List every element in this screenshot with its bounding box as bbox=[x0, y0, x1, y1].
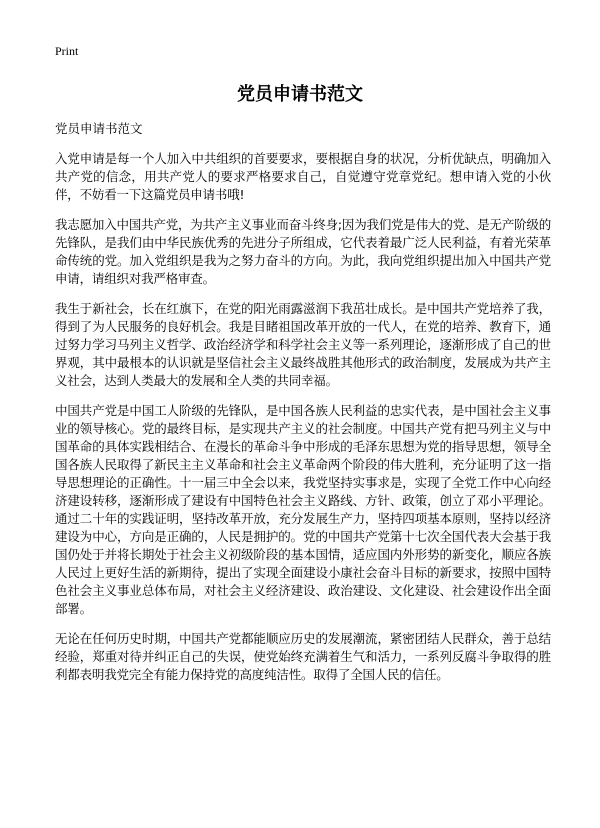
paragraph-2: 我生于新社会，长在红旗下，在党的阳光雨露滋润下我茁壮成长。是中国共产党培养了我，得到了为人民服务的良好机会。我是目睹祖国改革开放的一代人，在党的培养、教育下，通过努力学习马列主义哲学、政治经济学和科学社会主义等一系列理论，逐渐形成了自己的世界观，其中最根本的认识就是坚信社会主义最终战胜其他形式的政治制度，发展成为共产主义社会，达到人类最大的发展和全人类的共同幸福。 bbox=[55, 301, 551, 388]
paragraph-1: 我志愿加入中国共产党，为共产主义事业而奋斗终身;因为我们党是伟大的党、是无产阶级的先锋队，是我们由中华民族优秀的先进分子所组成，它代表着最广泛人民利益，有着光荣革命传统的党。加入党组织是我为之努力奋斗的方向。为此，我向党组织提出加入中国共产党申请，请组织对我严格审查。 bbox=[55, 217, 552, 286]
paragraph-3: 中国共产党是中国工人阶级的先锋队，是中国各族人民利益的忠实代表，是中国社会主义事业的领导核心。党的最终目标，是实现共产主义的社会制度。中国共产党有把马列主义与中国革命的具体实践相结合、在漫长的革命斗争中形成的毛泽东思想为党的指导思想，领导全国各族人民取得了新民主主义革命和社会主义革命两个阶段的伟大胜利，充分证明了这一指导思想理论的正确性。十一届三中全会以来，我党坚持实事求是，实现了全党工作中心向经济建设转移，逐渐形成了建设有中国特色社会主义路线、方针、政策，创立了邓小平理论。通过二十年的实践证明，坚持改革开放，充分发展生产力，坚持四项基本原则，坚持以经济建设为中心，方向是正确的，人民是拥护的。党的中国共产党第十七次全国代表大会基于我国仍处于并将长期处于社会主义初级阶段的基本国情，适应国内外形势的新变化，顺应各族人民过上更好生活的新期待，提出了实现全面建设小康社会奋斗目标的新要求，按照中国特色社会主义事业总体布局，对社会主义经济建设、政治建设、文化建设、社会建设作出全面部署。 bbox=[55, 403, 551, 616]
document-subtitle: 党员申请书范文 bbox=[55, 121, 143, 136]
page-title: 党员申请书范文 bbox=[237, 84, 363, 105]
paragraph-intro: 入党申请是每一个人加入中共组织的首要要求，要根据自身的状况，分析优缺点，明确加入共产党的信念，用共产党人的要求严格要求自己，自觉遵守党章党纪。想申请入党的小伙伴，不妨看一下这篇党员申请书哦! bbox=[55, 151, 551, 202]
document-body bbox=[55, 120, 551, 696]
print-link[interactable]: Print bbox=[55, 44, 79, 58]
paragraph-4: 无论在任何历史时期，中国共产党都能顺应历史的发展潮流，紧密团结人民群众，善于总结经验，郑重对待并纠正自己的失误，使党始终充满着生气和活力，一系列反腐斗争取得的胜利都表明我党完全有能力保持党的高度纯洁性。取得了全国人民的信任。 bbox=[55, 631, 551, 682]
